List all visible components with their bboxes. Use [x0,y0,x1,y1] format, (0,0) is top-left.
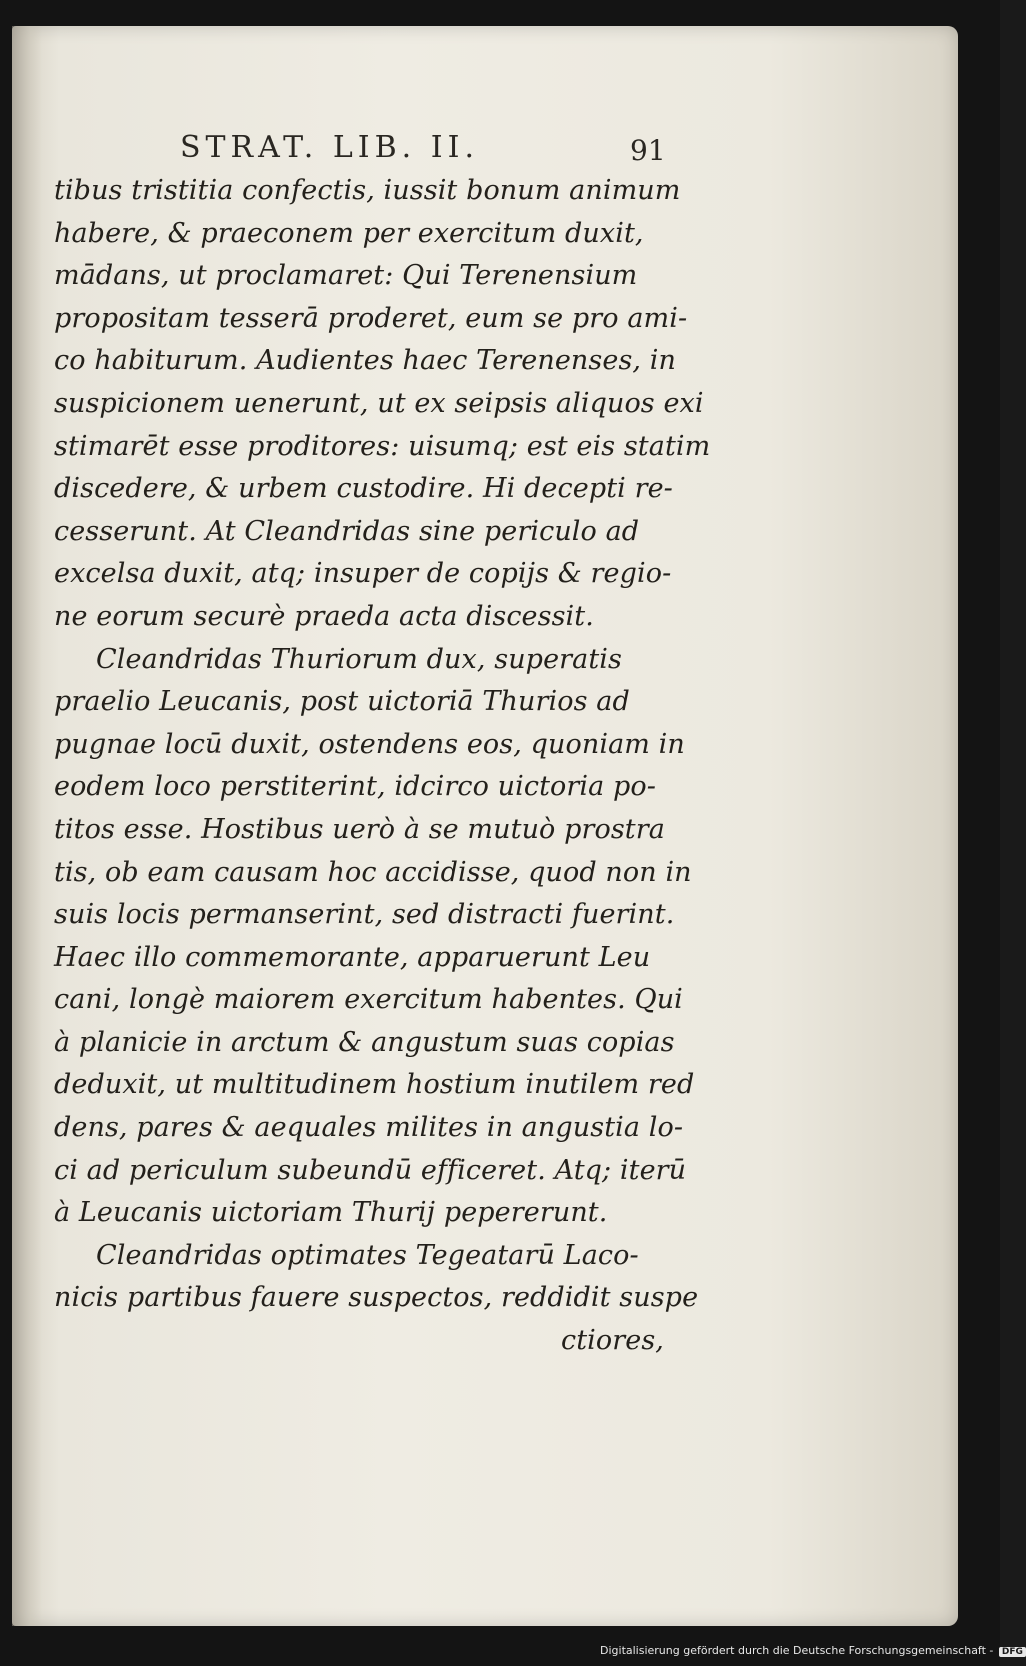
text-line: excelsa duxit, atq; insuper de copijs & regio- [54,558,672,590]
text-line: pugnae locū duxit, ostendens eos, quoniam in [54,728,685,760]
text-line: stimarēt esse proditores: uisumq; est eis statim [54,430,711,462]
digitization-credit [600,1644,1023,1662]
text-line: ne eorum securè praeda acta discessit. [54,600,594,632]
text-line: eodem loco perstiterint, idcirco uictoria po- [54,771,656,803]
text-line: propositam tesserā proderet, eum se pro ami- [54,302,688,334]
page-gutter [12,26,42,1626]
text-line: suspicionem uenerunt, ut ex seipsis aliquos exi [54,387,704,419]
running-head: STRAT. LIB. II. [180,130,479,165]
text-line: Haec illo commemorante, apparuerunt Leu [54,941,651,973]
text-line: suis locis permanserint, sed distracti fuerint. [54,899,675,931]
text-line: tis, ob eam causam hoc accidisse, quod non in [54,856,692,888]
body-text [54,170,711,1363]
text-line: tibus tristitia confectis, iussit bonum animum [54,175,681,206]
text-line: Cleandridas Thuriorum dux, superatis [96,643,622,675]
text-line: co habiturum. Audientes haec Terenenses, in [54,345,676,377]
text-line: titos esse. Hostibus uerò à se mutuò prostra [54,813,665,845]
text-line: mādans, ut proclamaret: Qui Terenensium [54,260,638,292]
text-line: ci ad periculum subeundū efficeret. Atq; iterū [54,1154,687,1186]
page-number: 91 [630,134,666,167]
text-line: Cleandridas optimates Tegeatarū Laco- [96,1239,639,1271]
text-line: habere, & praeconem per exercitum duxit, [54,217,644,249]
text-line: dens, pares & aequales milites in angustia lo- [54,1112,684,1144]
text-line: deduxit, ut multitudinem hostium inutilem red [54,1069,695,1101]
text-line: cesserunt. At Cleandridas sine periculo ad [54,515,640,547]
text-line: à Leucanis uictoriam Thurij pepererunt. [54,1197,608,1229]
catchword: ctiores, [561,1325,664,1357]
credit-text: Digitalisierung gefördert durch die Deutsche Forschungsgemeinschaft - [600,1644,994,1657]
text-line: praelio Leucanis, post uictoriā Thurios ad [54,686,630,718]
text-line: cani, longè maiorem exercitum habentes. Qui [54,984,683,1016]
text-line: nicis partibus fauere suspectos, reddidit suspe [54,1282,699,1314]
text-line: discedere, & urbem custodire. Hi decepti re- [54,473,673,505]
dfg-logo: DFG [999,1647,1026,1657]
text-line: à planicie in arctum & angustum suas copias [54,1026,675,1058]
